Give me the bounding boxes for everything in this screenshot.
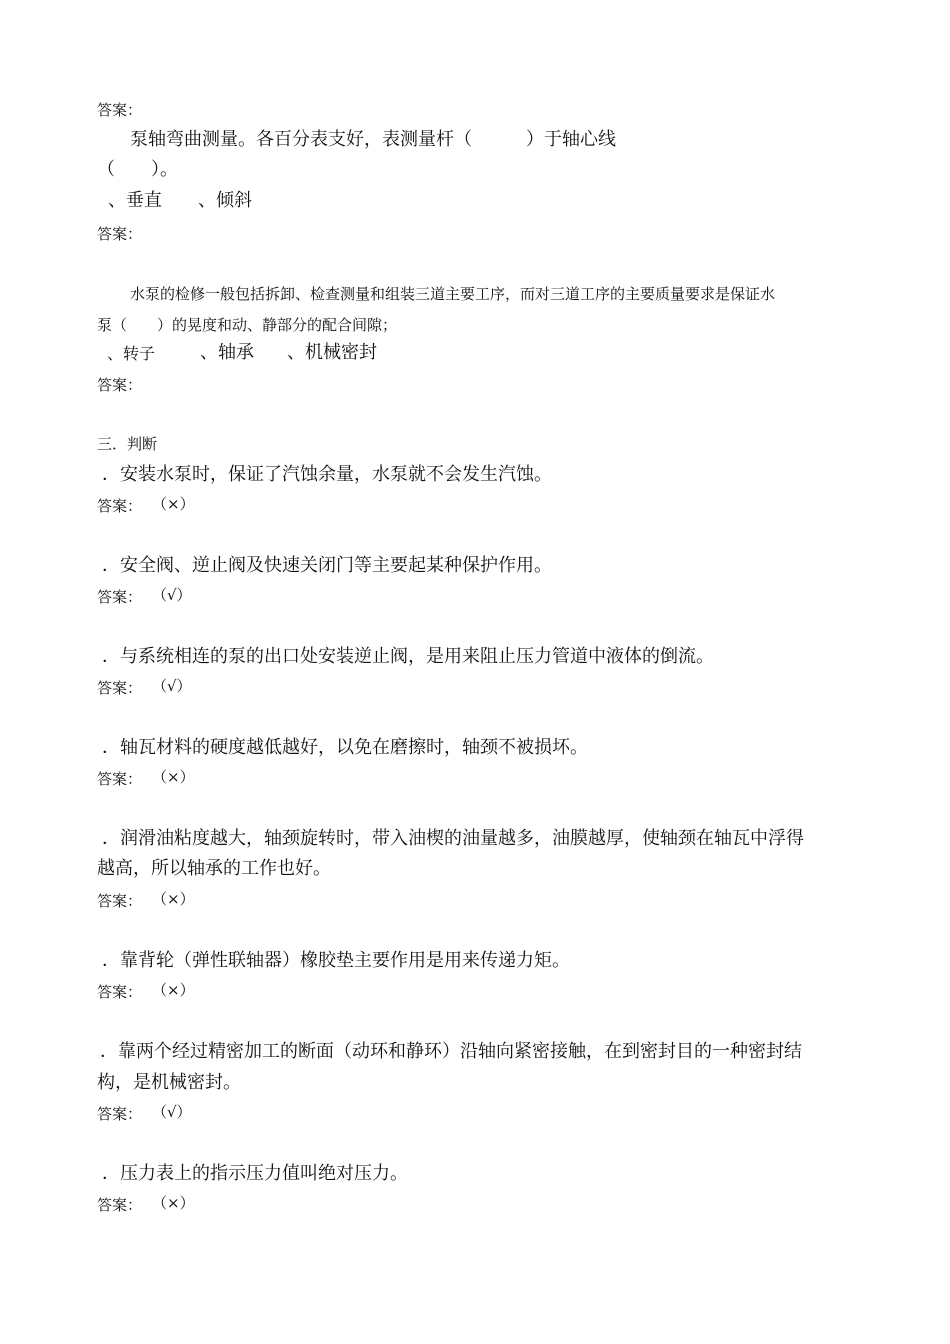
answer-label: 答案： [97, 892, 143, 910]
judge-question: ．润滑油粘度越大，轴颈旋转时，带入油楔的油量越多，油膜越厚，使轴颈在轴瓦中浮得 [102, 828, 804, 849]
judge-answer: （√） [152, 677, 192, 695]
question-text: （ ）。 [97, 159, 178, 180]
question-option: 、转子 [107, 344, 156, 363]
answer-label: 答案： [97, 225, 143, 243]
judge-answer: （×） [152, 890, 195, 908]
judge-question: ．轴瓦材料的硬度越低越好，以免在磨擦时，轴颈不被损坏。 [102, 737, 588, 758]
judge-question: ．与系统相连的泵的出口处安装逆止阀，是用来阻止压力管道中液体的倒流。 [102, 646, 714, 667]
answer-label: 答案： [97, 770, 143, 788]
judge-answer: （√） [152, 586, 192, 604]
judge-question: ．靠背轮（弹性联轴器）橡胶垫主要作用是用来传递力矩。 [102, 950, 570, 971]
judge-answer: （×） [152, 495, 195, 513]
judge-question: ．靠两个经过精密加工的断面（动环和静环）沿轴向紧密接触，在到密封目的一种密封结 [100, 1041, 802, 1062]
question-text: 泵轴弯曲测量。各百分表支好，表测量杆（ ）于轴心线 [130, 129, 616, 150]
judge-question: ．安全阀、逆止阀及快速关闭门等主要起某种保护作用。 [102, 555, 552, 576]
answer-label: 答案： [97, 679, 143, 697]
judge-question: ．压力表上的指示压力值叫绝对压力。 [102, 1163, 408, 1184]
answer-label: 答案： [97, 497, 143, 515]
answer-label: 答案： [97, 588, 143, 606]
question-text: 水泵的检修一般包括拆卸、检查测量和组装三道主要工序，而对三道工序的主要质量要求是保证水 [130, 285, 776, 303]
answer-label: 答案： [97, 1196, 143, 1214]
answer-label: 答案： [97, 101, 143, 119]
answer-label: 答案： [97, 1105, 143, 1123]
answer-label: 答案： [97, 376, 143, 394]
judge-answer: （√） [152, 1103, 192, 1121]
judge-answer: （×） [152, 768, 195, 786]
judge-answer: （×） [152, 1194, 195, 1212]
question-text: 泵（ ）的晃度和动、静部分的配合间隙； [97, 316, 398, 334]
judge-question: ．安装水泵时，保证了汽蚀余量，水泵就不会发生汽蚀。 [102, 464, 552, 485]
question-option: 、机械密封 [287, 342, 377, 363]
judge-answer: （×） [152, 981, 195, 999]
question-option: 、轴承 [200, 342, 254, 363]
judge-question-continued: 构，是机械密封。 [97, 1072, 241, 1093]
question-options: 、垂直 、倾斜 [108, 190, 252, 211]
section-heading: 三．判断 [97, 435, 158, 453]
judge-question-continued: 越高，所以轴承的工作也好。 [97, 858, 331, 879]
answer-label: 答案： [97, 983, 143, 1001]
